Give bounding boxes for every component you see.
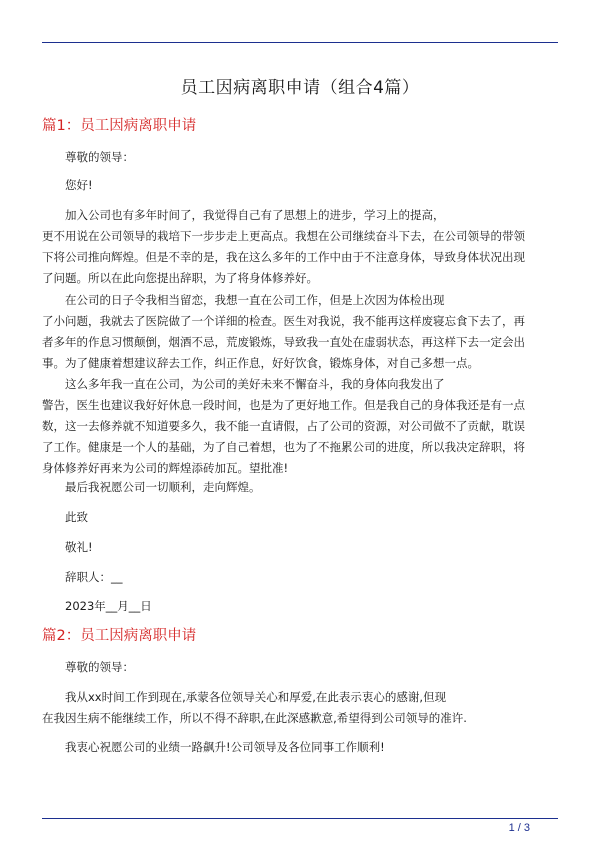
s1-hello: 您好! — [65, 178, 93, 192]
s1-paragraph-2: 在公司的日子令我相当留恋，我想一直在公司工作，但是上次因为体检出现 了小问题，我就去了医院做了一个详细的检查。医生对我说，我不能再这样废寝忘食下去了，再 者多年的作息习惯颠倒，烟酒不忌，荒废锻炼，导致我一直处在虚弱状态，再这样下去一定会出 事。为了健康着想建议辞去工作，纠正作息，好好饮食，锻炼身体，对自己多想一点。 — [42, 293, 525, 370]
s1-ci-zhi: 此致 — [65, 510, 88, 524]
s1-paragraph-3: 这么多年我一直在公司，为公司的美好未来不懈奋斗，我的身体向我发出了 警告，医生也建议我好好休息一段时间，也是为了更好地工作。但是我自己的身体我还是有一点 数，这一去修养就不知道要多久，我不能一直请假，占了公司的资源，对公司做不了贡献，耽误 了工作。健康是一个人的基础，为了自己着想，也为了不拖累公司的进度，所以我决定辞职，将 身体修养好再来为公司的辉煌添砖加瓦。望批准! — [42, 377, 525, 475]
section-1-heading: 篇1：员工因病离职申请 — [42, 118, 197, 134]
footer-rule — [42, 818, 558, 819]
document-title: 员工因病离职申请（组合4篇） — [180, 78, 420, 98]
s1-paragraph-1: 加入公司也有多年时间了，我觉得自己有了思想上的进步，学习上的提高， 更不用说在公司领导的栽培下一步步走上更高点。我想在公司继续奋斗下去，在公司领导的带领 下将公司推向辉煌。但是不幸的是，我在这么多年的工作中由于不注意身体，导致身体状况出现 了问题。所以在此向您提出辞职，为了将身体修养好。 — [42, 208, 525, 285]
s2-greeting: 尊敬的领导： — [65, 660, 134, 674]
s1-date: 2023年__月__日 — [65, 599, 152, 613]
s1-signer: 辞职人：__ — [65, 570, 123, 584]
s2-paragraph-1: 我从xx时间工作到现在,承蒙各位领导关心和厚爱,在此表示衷心的感谢,但现 在我因生病不能继续工作，所以不得不辞职,在此深感歉意,希望得到公司领导的准许. — [42, 690, 467, 725]
page-indicator: 1 / 3 — [508, 822, 530, 834]
s1-closing-wish: 最后我祝愿公司一切顺利，走向辉煌。 — [65, 480, 261, 494]
s1-jing-li: 敬礼! — [65, 540, 93, 554]
s1-greeting: 尊敬的领导： — [65, 150, 134, 164]
s2-paragraph-2: 我衷心祝愿公司的业绩一路飙升!公司领导及各位同事工作顺利! — [65, 740, 385, 754]
header-rule — [42, 42, 558, 43]
section-2-heading: 篇2：员工因病离职申请 — [42, 628, 197, 644]
